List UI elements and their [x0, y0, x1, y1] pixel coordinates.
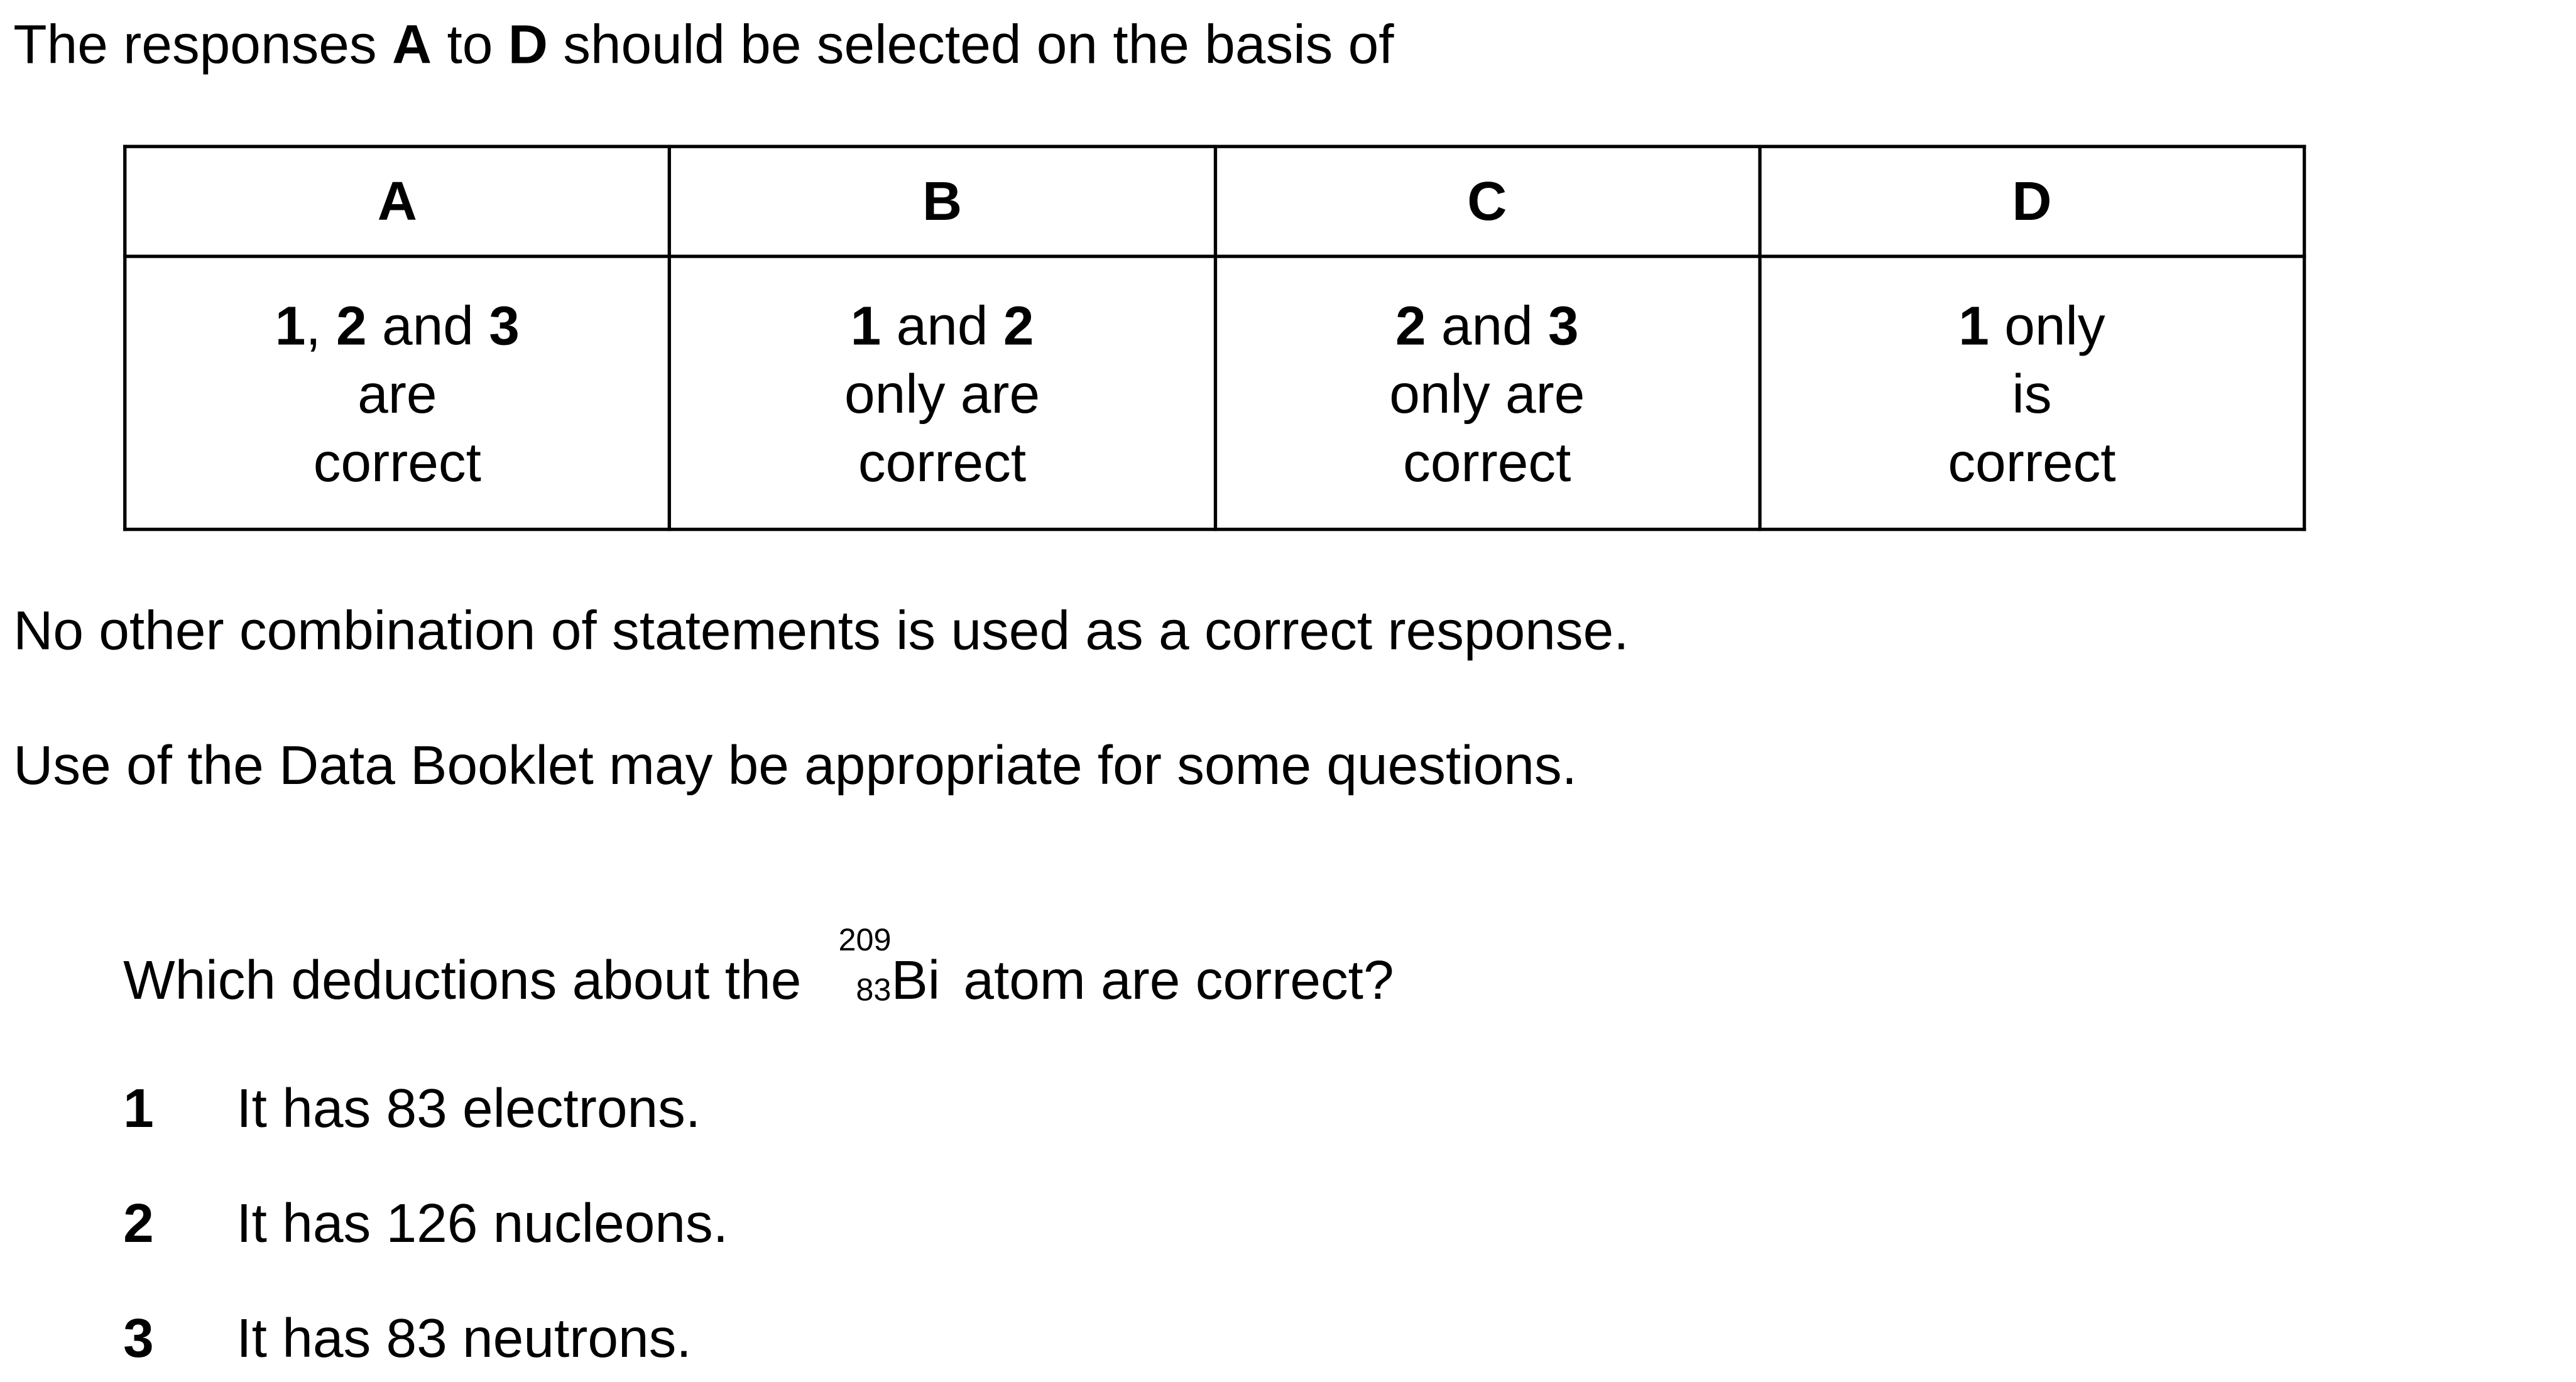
response-letter-d: D: [1759, 146, 2304, 256]
meaning-line-3: correct: [1948, 430, 2116, 492]
intro-text-1: The responses: [13, 13, 392, 75]
response-key-header-row: [125, 146, 2305, 256]
question-text-after: atom are correct?: [963, 949, 1394, 1011]
stmt-ref: 2: [336, 293, 367, 356]
connector-text: and: [881, 293, 1003, 356]
response-meaning-a: [125, 256, 670, 530]
statement-2-number: 2: [123, 1192, 154, 1254]
stmt-ref: 2: [1395, 293, 1426, 356]
statement-3-text: It has 83 neutrons.: [236, 1307, 692, 1369]
statement-1-number: 1: [123, 1077, 154, 1139]
meaning-line-2: is: [2012, 362, 2052, 424]
stmt-ref: 2: [1003, 293, 1034, 356]
response-letter-b: B: [670, 146, 1214, 256]
atomic-number: 83: [856, 974, 892, 1009]
intro-text-3: should be selected on the basis of: [547, 13, 1394, 75]
isotope-notation: [824, 923, 892, 1014]
meaning-line-3: correct: [313, 430, 481, 492]
mass-number: 209: [838, 923, 892, 959]
note-no-other-combination: No other combination of statements is used as a correct response.: [13, 599, 1629, 661]
statement-2-text: It has 126 nucleons.: [236, 1192, 729, 1254]
meaning-line-3: correct: [1403, 430, 1571, 492]
statement-3-number: 3: [123, 1307, 154, 1369]
intro-letter-d: D: [508, 13, 548, 75]
stmt-ref: 3: [489, 293, 520, 356]
element-symbol: Bi: [891, 949, 941, 1011]
response-letter-c: C: [1214, 146, 1759, 256]
intro-text-2: to: [432, 13, 508, 75]
stmt-ref: 1: [1958, 293, 1989, 356]
response-meaning-c: [1214, 256, 1759, 530]
note-data-booklet: Use of the Data Booklet may be appropriate for some questions.: [13, 734, 1578, 796]
meaning-line-3: correct: [858, 430, 1027, 492]
connector-text: only: [1989, 293, 2105, 356]
connector-text: and: [366, 293, 489, 356]
response-letter-a: A: [125, 146, 670, 256]
question-text-before: Which deductions about the: [123, 949, 802, 1011]
connector-text: and: [1426, 293, 1549, 356]
stmt-ref: 3: [1548, 293, 1579, 356]
meaning-line-2: only are: [1389, 362, 1585, 424]
connector-text: ,: [305, 293, 337, 356]
question-stem: [123, 923, 1394, 1014]
intro-letter-a: A: [391, 13, 432, 75]
stmt-ref: 1: [275, 293, 306, 356]
response-meaning-d: [1759, 256, 2304, 530]
response-key-table: [123, 145, 2306, 531]
response-meaning-b: [670, 256, 1214, 530]
stmt-ref: 1: [850, 293, 881, 356]
meaning-line-2: are: [357, 362, 437, 424]
intro-instruction: [13, 12, 1394, 79]
statement-1-text: It has 83 electrons.: [236, 1077, 701, 1139]
response-key-body-row: [125, 256, 2305, 530]
meaning-line-2: only are: [844, 362, 1040, 424]
